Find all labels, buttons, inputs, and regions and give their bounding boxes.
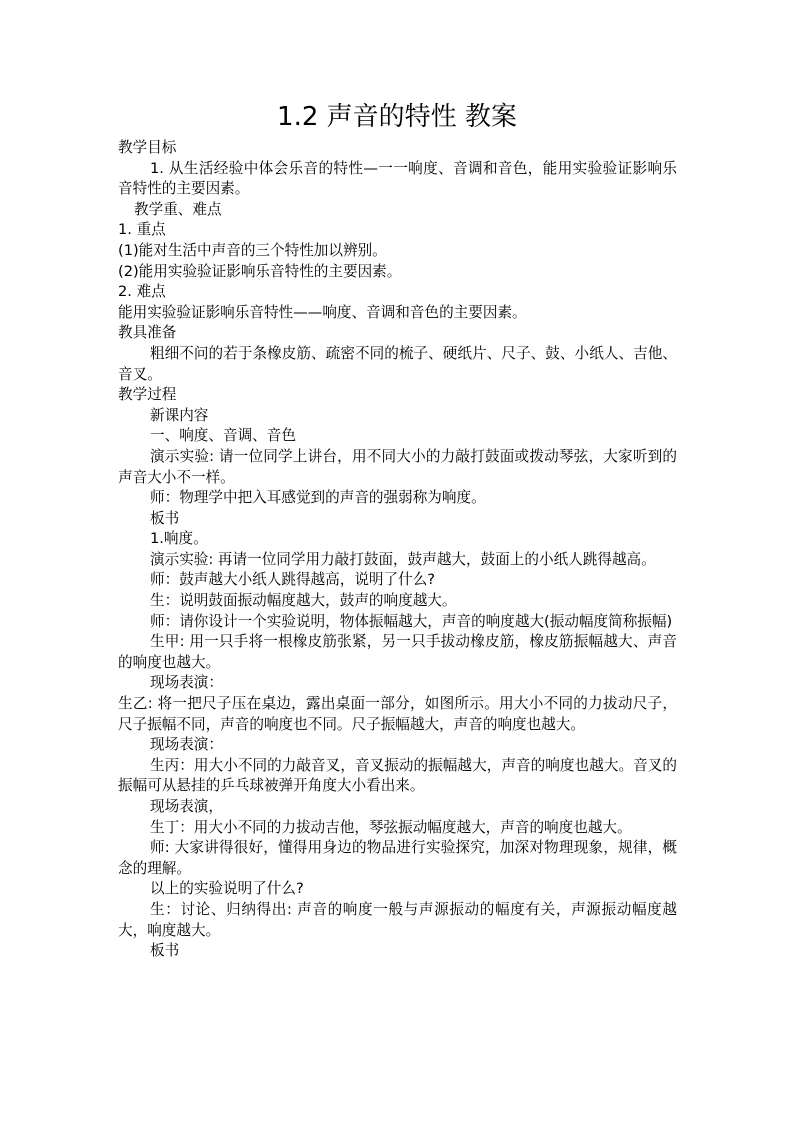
paragraph: 师：请你设计一个实验说明，物体振幅越大，声音的响度越大(振动幅度简称振幅): [150, 612, 673, 630]
paragraph: (2)能用实验验证影响乐音特性的主要因素。: [118, 262, 402, 280]
paragraph: 生甲: 用一只手将一根橡皮筋张紧，另一只手拔动橡皮筋，橡皮筋振幅越大、声音的响度也越大。: [118, 633, 677, 671]
paragraph: 以上的实验说明了什么?: [150, 880, 304, 898]
paragraph: 教学过程: [118, 386, 177, 404]
paragraph: 现场表演：: [150, 736, 223, 754]
paragraph: 板书: [150, 942, 180, 960]
paragraph: 教学重、难点: [134, 200, 222, 218]
paragraph: 演示实验: 请一位同学上讲台，用不同大小的力敲打鼓面或拨动琴弦，大家听到的声音大小不一样。: [118, 447, 677, 486]
paragraph: 生丁：用大小不同的力拔动吉他，琴弦振动幅度越大，声音的响度也越大。: [150, 818, 632, 836]
paragraph: 能用实验验证影响乐音特性——响度、音调和音色的主要因素。: [118, 303, 527, 321]
paragraph: 1. 重点: [118, 221, 166, 239]
paragraph: 生丙：用大小不同的力敲音叉，音叉振动的振幅越大，声音的响度也越大。音叉的振幅可从悬挂的乒乓球被弹开角度大小看出来。: [118, 756, 677, 795]
paragraph: 师：鼓声越大小纸人跳得越高，说明了什么?: [150, 571, 436, 589]
paragraph: 生乙: 将一把尺子压在桌边，露出桌面一部分，如图所示。用大小不同的力拔动尺子，尺子振幅不同，声音的响度也不同。尺子振幅越大，声音的响度也越大。: [118, 695, 677, 733]
document-body: [118, 138, 677, 962]
document-title: 1.2 声音的特性 教案: [277, 102, 517, 132]
paragraph: 一、响度、音调、音色: [150, 427, 296, 445]
paragraph: 1.响度。: [150, 530, 208, 548]
paragraph: 现场表演：: [150, 674, 223, 692]
paragraph: 1. 从生活经验中体会乐音的特性—一一响度、音调和音色，能用实验验证影响乐音特性的主要因素。: [118, 159, 677, 198]
paragraph: 教学目标: [118, 139, 177, 156]
paragraph: (1)能对生活中声音的三个特性加以辨别。: [118, 241, 387, 259]
paragraph: 板书: [150, 509, 180, 527]
paragraph: 生：讨论、归纳得出: 声音的响度一般与声源振动的幅度有关，声源振动幅度越大，响度越大。: [118, 900, 677, 939]
paragraph: 2. 难点: [118, 283, 166, 301]
paragraph: 师: 大家讲得很好，懂得用身边的物品进行实验探究，加深对物理现象，规律，概念的理解。: [118, 839, 677, 877]
paragraph: 师：物理学中把入耳感觉到的声音的强弱称为响度。: [150, 489, 486, 507]
paragraph: 新课内容: [150, 406, 209, 424]
paragraph: 粗细不问的若于条橡皮筋、疏密不同的梳子、硬纸片、尺子、鼓、小纸人、吉他、音叉。: [118, 344, 677, 383]
paragraph: 教具准备: [118, 324, 177, 342]
paragraph: 演示实验: 再请一位同学用力敲打鼓面，鼓声越大，鼓面上的小纸人跳得越高。: [150, 550, 656, 568]
paragraph: 现场表演，: [150, 798, 223, 815]
paragraph: 生：说明鼓面振动幅度越大，鼓声的响度越大。: [150, 592, 457, 610]
